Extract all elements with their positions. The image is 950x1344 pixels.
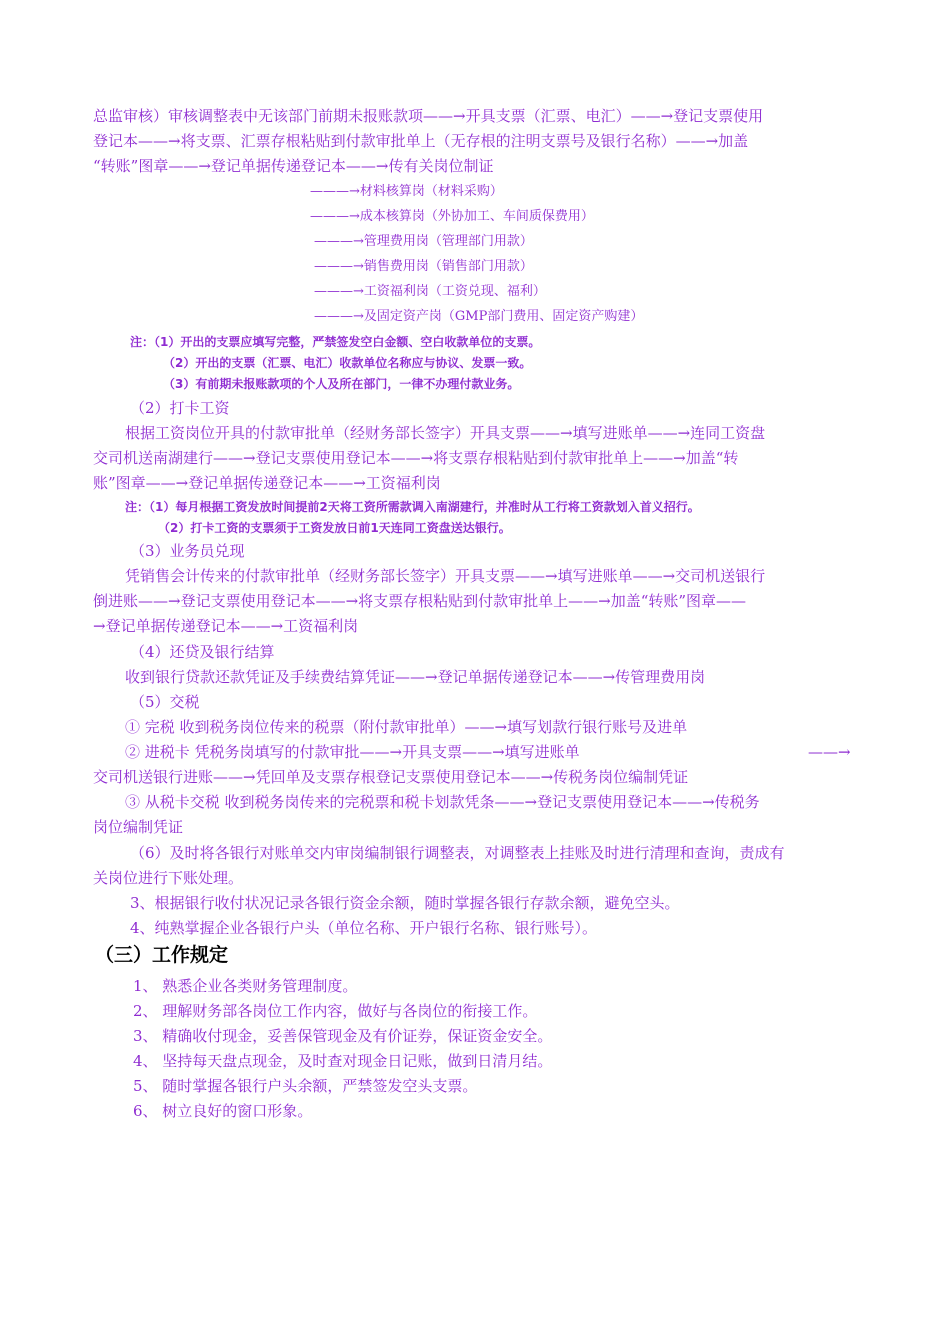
- note-line: （2）打卡工资的支票须于工资发放日前1天连同工资盘送达银行。: [158, 521, 511, 535]
- tax-item: 交司机送银行进账——→凭回单及支票存根登记支票使用登记本——→传税务岗位编制凭证: [93, 768, 689, 786]
- branch-line: ———→工资福利岗（工资兑现、福利）: [314, 284, 546, 299]
- rule-item: 1、 熟悉企业各类财务管理制度。: [133, 977, 358, 995]
- paragraph-line: 登记本——→将支票、汇票存根粘贴到付款审批单上（无存根的注明支票号及银行名称）——→加盖: [93, 132, 749, 150]
- branch-line: ———→成本核算岗（外协加工、车间质保费用）: [310, 209, 594, 224]
- branch-line: ———→材料核算岗（材料采购）: [310, 184, 503, 199]
- note-line: 注：（1）开出的支票应填写完整，严禁签发空白金额、空白收款单位的支票。: [130, 335, 541, 349]
- note-line: （3）有前期未报账款项的个人及所在部门，一律不办理付款业务。: [163, 377, 520, 391]
- branch-line: ———→管理费用岗（管理部门用款）: [314, 234, 533, 249]
- paragraph-line: 倒进账——→登记支票使用登记本——→将支票存根粘贴到付款审批单上——→加盖“转账”图章——: [93, 592, 747, 610]
- paragraph-line: 交司机送南湖建行——→登记支票使用登记本——→将支票存根粘贴到付款审批单上——→加盖“转: [93, 449, 739, 467]
- branch-line: ———→及固定资产岗（GMP部门费用、固定资产购建）: [314, 309, 644, 324]
- section-title: （5）交税: [130, 693, 200, 711]
- rule-item: 2、 理解财务部各岗位工作内容，做好与各岗位的衔接工作。: [133, 1002, 538, 1020]
- paragraph-line: →登记单据传递登记本——→工资福利岗: [93, 617, 359, 635]
- note-line: （2）开出的支票（汇票、电汇）收款单位名称应与协议、发票一致。: [163, 356, 532, 370]
- section-title: （2）打卡工资: [130, 399, 230, 417]
- paragraph-line: （6）及时将各银行对账单交内审岗编制银行调整表，对调整表上挂账及时进行清理和查询，责成有: [130, 844, 785, 862]
- rule-item: 4、 坚持每天盘点现金，及时查对现金日记账，做到日清月结。: [133, 1052, 553, 1070]
- rule-item: 6、 树立良好的窗口形象。: [133, 1102, 313, 1120]
- paragraph-line: 凭销售会计传来的付款审批单（经财务部长签字）开具支票——→填写进账单——→交司机送银行: [125, 567, 766, 585]
- tax-item: ② 进税卡 凭税务岗填写的付款审批——→开具支票——→填写进账单: [125, 743, 580, 761]
- section-title: （3）业务员兑现: [130, 542, 245, 560]
- rule-item: 3、 精确收付现金，妥善保管现金及有价证券，保证资金安全。: [133, 1027, 553, 1045]
- tax-item: ③ 从税卡交税 收到税务岗传来的完税票和税卡划款凭条——→登记支票使用登记本——→传税务: [125, 793, 760, 811]
- paragraph-line: “转账”图章——→登记单据传递登记本——→传有关岗位制证: [93, 157, 494, 175]
- point-line: 3、根据银行收付状况记录各银行资金余额，随时掌握各银行存款余额，避免空头。: [130, 894, 680, 912]
- paragraph-line: 收到银行贷款还款凭证及手续费结算凭证——→登记单据传递登记本——→传管理费用岗: [125, 668, 706, 686]
- section-title: （4）还贷及银行结算: [130, 643, 275, 661]
- paragraph-line: 关岗位进行下账处理。: [93, 869, 244, 887]
- note-line: 注：（1）每月根据工资发放时间提前2天将工资所需款调入南湖建行，并准时从工行将工资款划入首义招行。: [125, 500, 700, 514]
- section-heading: （三）工作规定: [95, 944, 229, 966]
- paragraph-line: 账”图章——→登记单据传递登记本——→工资福利岗: [93, 474, 441, 492]
- tax-item: ① 完税 收到税务岗位传来的税票（附付款审批单）——→填写划款行银行账号及进单: [125, 718, 688, 736]
- tax-item-arrow: ——→: [808, 743, 851, 761]
- rule-item: 5、 随时掌握各银行户头余额，严禁签发空头支票。: [133, 1077, 478, 1095]
- tax-item: 岗位编制凭证: [93, 818, 184, 836]
- paragraph-line: 总监审核）审核调整表中无该部门前期未报账款项——→开具支票（汇票、电汇）——→登记支票使用: [93, 107, 764, 125]
- paragraph-line: 根据工资岗位开具的付款审批单（经财务部长签字）开具支票——→填写进账单——→连同工资盘: [125, 424, 766, 442]
- point-line: 4、纯熟掌握企业各银行户头（单位名称、开户银行名称、银行账号）。: [130, 919, 598, 937]
- branch-line: ———→销售费用岗（销售部门用款）: [314, 259, 533, 274]
